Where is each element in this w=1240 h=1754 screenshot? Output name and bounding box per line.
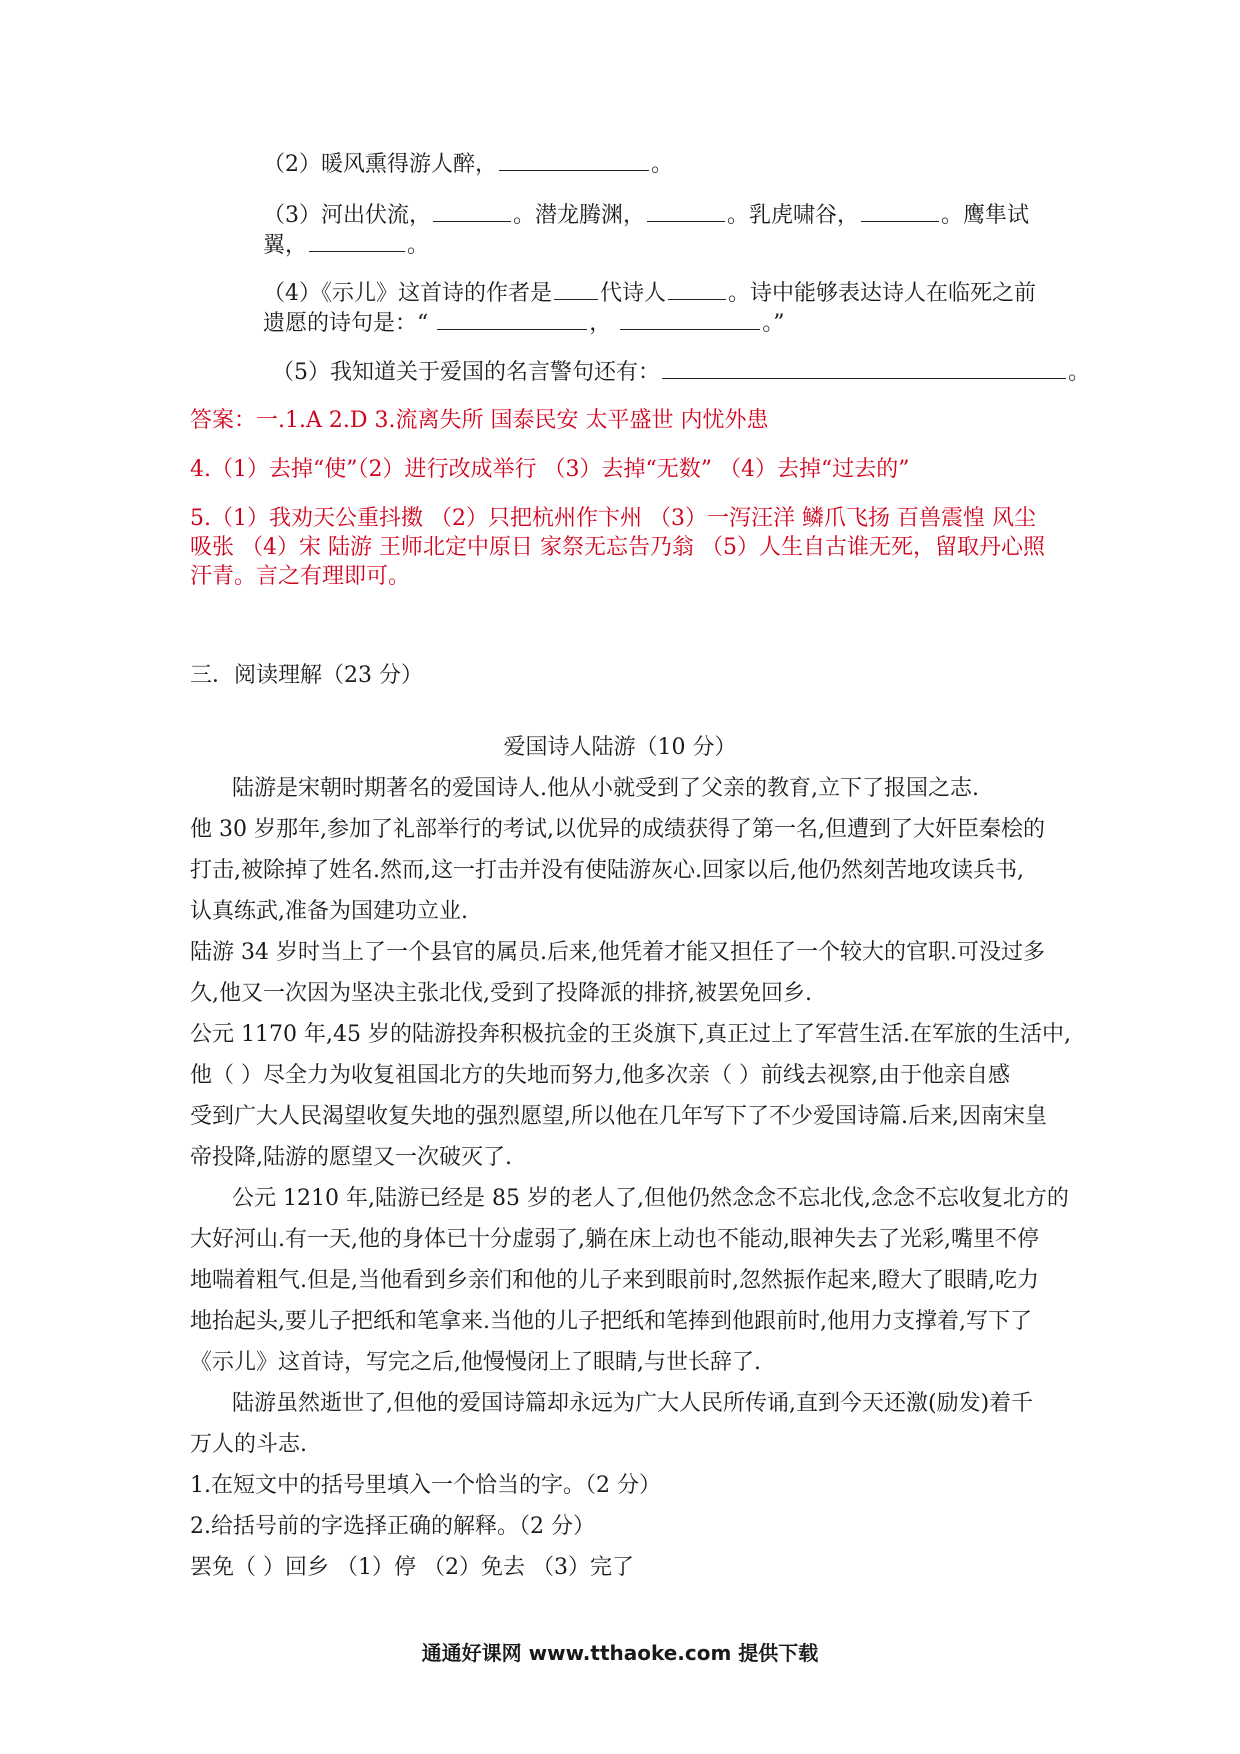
exercise-1: 1.在短文中的括号里填入一个恰当的字。（2 分） [190,1473,661,1498]
answer-line-2: 4.（1）去掉“使”（2）进行改成举行 （3）去掉“无数” （4）去掉“过去的” [190,457,910,482]
passage-line: 大好河山.有一天,他的身体已十分虚弱了,躺在床上动也不能动,眼神失去了光彩,嘴里不停 [190,1227,1039,1252]
answer-blank[interactable] [647,220,725,222]
answer-blank[interactable] [668,298,726,300]
answer-blank[interactable] [309,250,405,252]
passage-line: 他 30 岁那年,参加了礼部举行的考试,以优异的成绩获得了第一名,但遭到了大奸臣秦桧的 [190,817,1045,842]
passage-title: 爱国诗人陆游（10 分） [503,735,737,760]
passage-line: 《示儿》这首诗，写完之后,他慢慢闭上了眼睛,与世长辞了. [190,1350,761,1375]
passage-line: 万人的斗志. [190,1432,307,1457]
passage-line: 认真练武,准备为国建功立业. [190,899,468,924]
passage-line: 他（ ）尽全力为收复祖国北方的失地而努力,他多次亲（ ）前线去视察,由于他亲自感 [190,1063,1010,1088]
question-4: （4）《示儿》这首诗的作者是 代诗人 。诗中能够表达诗人在临死之前 [263,281,1037,306]
passage-line: 打击,被除掉了姓名.然而,这一打击并没有使陆游灰心.回家以后,他仍然刻苦地攻读兵书, [190,858,1024,883]
question-3: （3）河出伏流， 。潜龙腾渊， 。乳虎啸谷， 。鹰隼试 [263,203,1030,228]
passage-line: 陆游 34 岁时当上了一个县官的属员.后来,他凭着才能又担任了一个较大的官职.可没过多 [190,940,1045,965]
answer-blank[interactable] [433,220,511,222]
footer-credit: 通通好课网 www.tthaoke.com 提供下载 [421,1641,819,1665]
answer-blank[interactable] [861,220,939,222]
passage-line: 公元 1210 年,陆游已经是 85 岁的老人了,但他仍然念念不忘北伐,念念不忘收复北方的 [232,1186,1069,1211]
answer-blank[interactable] [554,298,598,300]
section-heading: 三．阅读理解（23 分） [190,663,423,688]
passage-line: 帝投降,陆游的愿望又一次破灭了. [190,1145,512,1170]
answer-line-4: 吸张 （4）宋 陆游 王师北定中原日 家祭无忘告乃翁 （5）人生自古谁无死，留取丹心照 [190,535,1045,560]
question-3-line2: 翼， 。 [263,233,430,258]
question-2-text: （2）暖风熏得游人醉， [263,152,497,177]
exercise-2: 2.给括号前的字选择正确的解释。（2 分） [190,1514,595,1539]
question-2: （2）暖风熏得游人醉， 。 [263,152,674,177]
answer-blank[interactable] [437,328,587,330]
passage-line: 陆游是宋朝时期著名的爱国诗人.他从小就受到了父亲的教育,立下了报国之志. [232,776,979,801]
passage-line: 陆游虽然逝世了,但他的爱国诗篇却永远为广大人民所传诵,直到今天还激(励发)着千 [232,1391,1034,1416]
question-5: （5）我知道关于爱国的名言警句还有： 。 [272,360,1091,385]
passage-line: 公元 1170 年,45 岁的陆游投奔积极抗金的王炎旗下,真正过上了军营生活.在军旅的生活中, [190,1022,1071,1047]
answer-line-3: 5.（1）我劝天公重抖擞 （2）只把杭州作卞州 （3）一泻汪洋 鳞爪飞扬 百兽震惶 风尘 [190,506,1036,531]
passage-line: 地抬起头,要儿子把纸和笔拿来.当他的儿子把纸和笔捧到他跟前时,他用力支撑着,写下了 [190,1309,1032,1334]
answer-blank[interactable] [662,377,1066,379]
answer-line-1: 答案：一.1.A 2.D 3.流离失所 国泰民安 太平盛世 内忧外患 [190,408,769,433]
passage-line: 久,他又一次因为坚决主张北伐,受到了投降派的排挤,被罢免回乡. [190,981,812,1006]
passage-line: 受到广大人民渴望收复失地的强烈愿望,所以他在几年写下了不少爱国诗篇.后来,因南宋皇 [190,1104,1047,1129]
answer-blank[interactable] [499,169,649,171]
answer-blank[interactable] [620,328,760,330]
exercise-3: 罢免（ ）回乡 （1）停 （2）免去 （3）完了 [190,1555,634,1580]
question-4-line2: 遗愿的诗句是：“ ， 。” [263,311,785,336]
answer-line-5: 汗青。言之有理即可。 [190,564,411,589]
passage-line: 地喘着粗气.但是,当他看到乡亲们和他的儿子来到眼前时,忽然振作起来,瞪大了眼睛,吃力 [190,1268,1039,1293]
